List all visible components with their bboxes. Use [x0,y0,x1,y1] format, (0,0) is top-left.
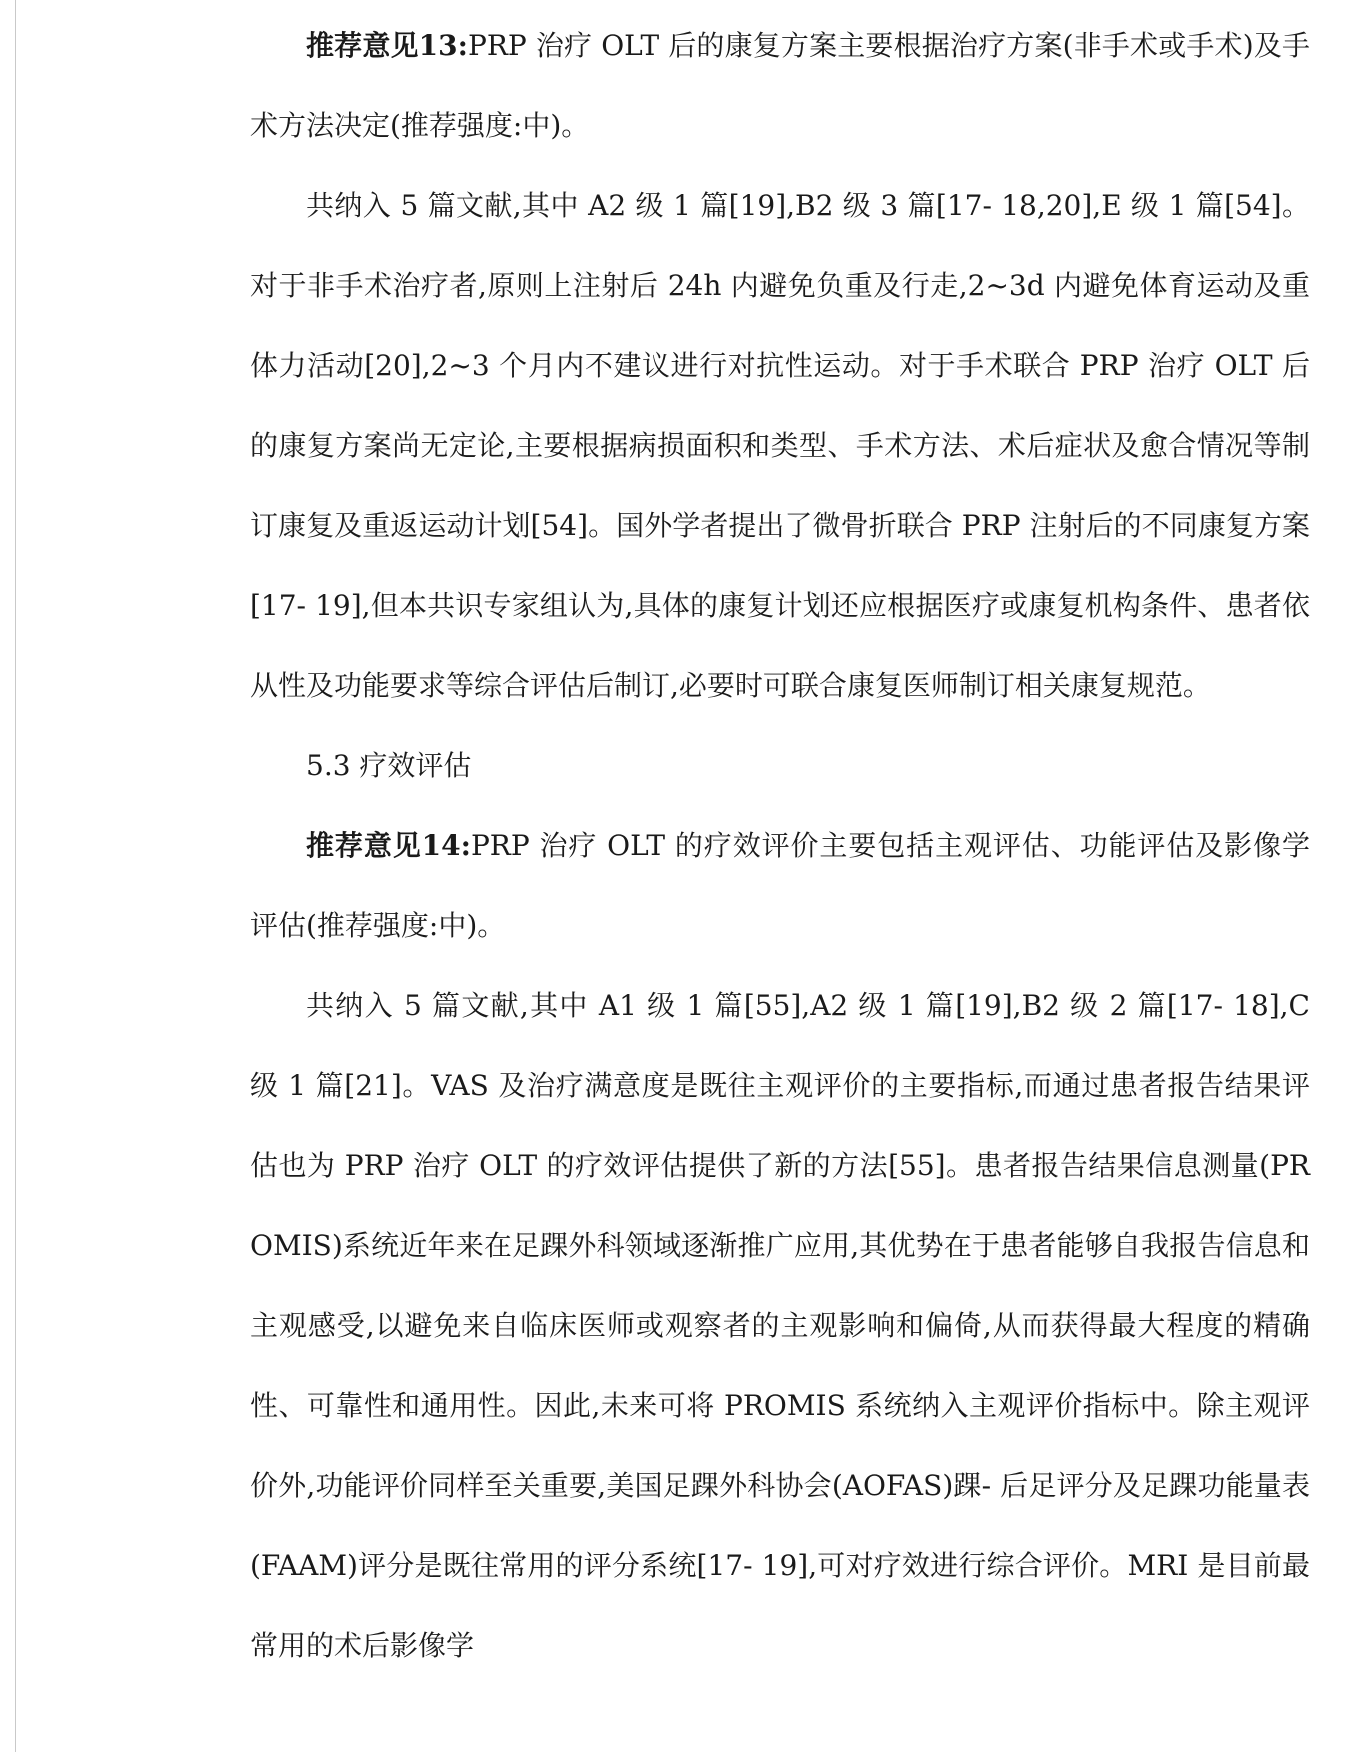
recommendation-13-text: PRP 治疗 OLT 后的康复方案主要根据治疗方案(非手术或手术)及手术方法决定(推荐强度:中)。 [250,29,1310,142]
recommendation-14 [250,806,1310,966]
recommendation-14-text: PRP 治疗 OLT 的疗效评价主要包括主观评估、功能评估及影像学评估(推荐强度:中)。 [250,829,1310,942]
recommendation-13 [250,6,1310,166]
document-page [250,6,1310,1686]
paragraph-14-evidence: 共纳入 5 篇文献,其中 A1 级 1 篇[55],A2 级 1 篇[19],B2 级 2 篇[17- 18],C 级 1 篇[21]。VAS 及治疗满意度是既往主观评价的主要指标,而通过患者报告结果评估也为 PRP 治疗 OLT 的疗效评估提供了新的方法[55]。患者报告结果信息测量(PROMIS)系统近年来在足踝外科领域逐渐推广应用,其优势在于患者能够自我报告信息和主观感受,以避免来自临床医师或观察者的主观影响和偏倚,从而获得最大程度的精确性、可靠性和通用性。因此,未来可将 PROMIS 系统纳入主观评价指标中。除主观评价外,功能评价同样至关重要,美国足踝外科协会(AOFAS)踝- 后足评分及足踝功能量表(FAAM)评分是既往常用的评分系统[17- 19],可对疗效进行综合评价。MRI 是目前最常用的术后影像学 [250,989,1310,1662]
recommendation-14-label: 推荐意见14: [306,829,471,862]
section-heading-5-3: 5.3 疗效评估 [306,749,472,782]
paragraph-13-evidence: 共纳入 5 篇文献,其中 A2 级 1 篇[19],B2 级 3 篇[17- 18,20],E 级 1 篇[54]。对于非手术治疗者,原则上注射后 24h 内避免负重及行走,2~3d 内避免体育运动及重体力活动[20],2~3 个月内不建议进行对抗性运动。对于手术联合 PRP 治疗 OLT 后的康复方案尚无定论,主要根据病损面积和类型、手术方法、术后症状及愈合情况等制订康复及重返运动计划[54]。国外学者提出了微骨折联合 PRP 注射后的不同康复方案[17- 19],但本共识专家组认为,具体的康复计划还应根据医疗或康复机构条件、患者依从性及功能要求等综合评估后制订,必要时可联合康复医师制订相关康复规范。 [250,189,1310,702]
recommendation-13-label: 推荐意见13: [306,29,468,62]
page-left-edge [15,0,16,1752]
